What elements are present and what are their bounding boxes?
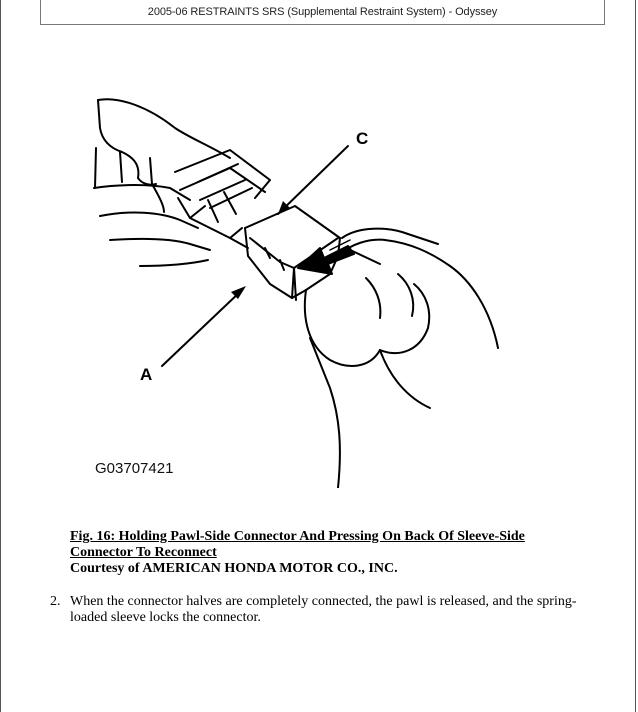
page-border-right bbox=[635, 0, 636, 712]
leader-line-c bbox=[278, 146, 348, 214]
header-title: 2005-06 RESTRAINTS SRS (Supplemental Restraint System) - Odyssey bbox=[147, 6, 498, 18]
connector-illustration bbox=[80, 88, 500, 488]
caption-credit: Courtesy of AMERICAN HONDA MOTOR CO., INC. bbox=[70, 561, 398, 576]
figure-caption bbox=[70, 529, 590, 577]
page-header bbox=[40, 0, 605, 25]
step-text: When the connector halves are completely connected, the pawl is released, and the spring-loaded sleeve locks the connector. bbox=[70, 594, 577, 625]
leader-line-a bbox=[162, 290, 242, 366]
callout-a-label: A bbox=[140, 365, 153, 384]
callout-c-label: C bbox=[356, 129, 369, 148]
left-hand-drawing bbox=[94, 99, 230, 266]
step-number: 2. bbox=[50, 594, 61, 609]
caption-title: Fig. 16: Holding Pawl-Side Connector And Pressing On Back Of Sleeve-Side Connector To Reconnect bbox=[70, 529, 525, 560]
sleeve-connector-drawing bbox=[245, 206, 380, 300]
figure-image-id: G03707421 bbox=[95, 460, 174, 477]
page-border-left bbox=[0, 0, 1, 712]
